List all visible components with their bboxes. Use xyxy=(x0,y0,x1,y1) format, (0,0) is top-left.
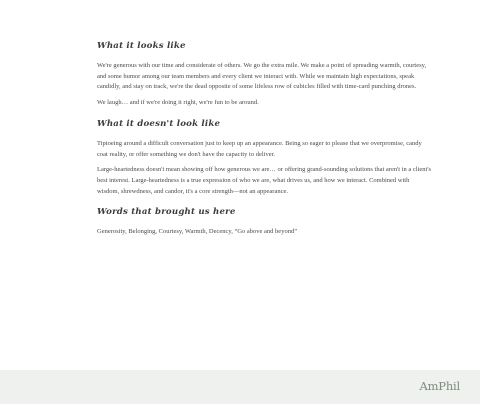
section-what-it-looks-like xyxy=(97,40,433,109)
section-paragraph: We laugh… and if we're doing it right, we're fun to be around. xyxy=(97,99,259,107)
section-what-it-doesnt-look-like xyxy=(97,118,433,198)
section-heading: What it doesn't look like xyxy=(97,118,221,129)
page-footer xyxy=(0,370,480,404)
section-paragraph: Generosity, Belonging, Courtesy, Warmth, Decency, “Go above and beyond” xyxy=(97,228,298,236)
main-content xyxy=(97,40,433,243)
section-words-that-brought-us-here xyxy=(97,206,433,238)
section-paragraph: Large-heartedness doesn't mean showing off how generous we are… or offering grand-sounding solutions that aren't in a client's best interest. Large-heartedness is a true expression of who we are, what drives us, and how we interact. Combined with wisdom, shrewdness, and candor, it's a core strength—not an appearance. xyxy=(97,166,432,195)
section-paragraph: Tiptoeing around a difficult conversation just to keep up an appearance. Being so eager to please that we overpromise, candy coat reality, or offer something we don't have the capacity to deliver. xyxy=(97,139,422,158)
section-paragraph: We're generous with our time and considerate of others. We go the extra mile. We make a point of spreading warmth, courtesy, and some humor among our team members and every client we interact with. While we maintain high expectations, speak candidly, and stay on track, we're the dead opposite of some lifeless row of cubicles filled with time-card punching drones. xyxy=(97,62,427,91)
section-heading: What it looks like xyxy=(97,41,186,51)
amphil-logo: AmPhil xyxy=(419,379,460,393)
section-heading: Words that brought us here xyxy=(97,207,236,218)
